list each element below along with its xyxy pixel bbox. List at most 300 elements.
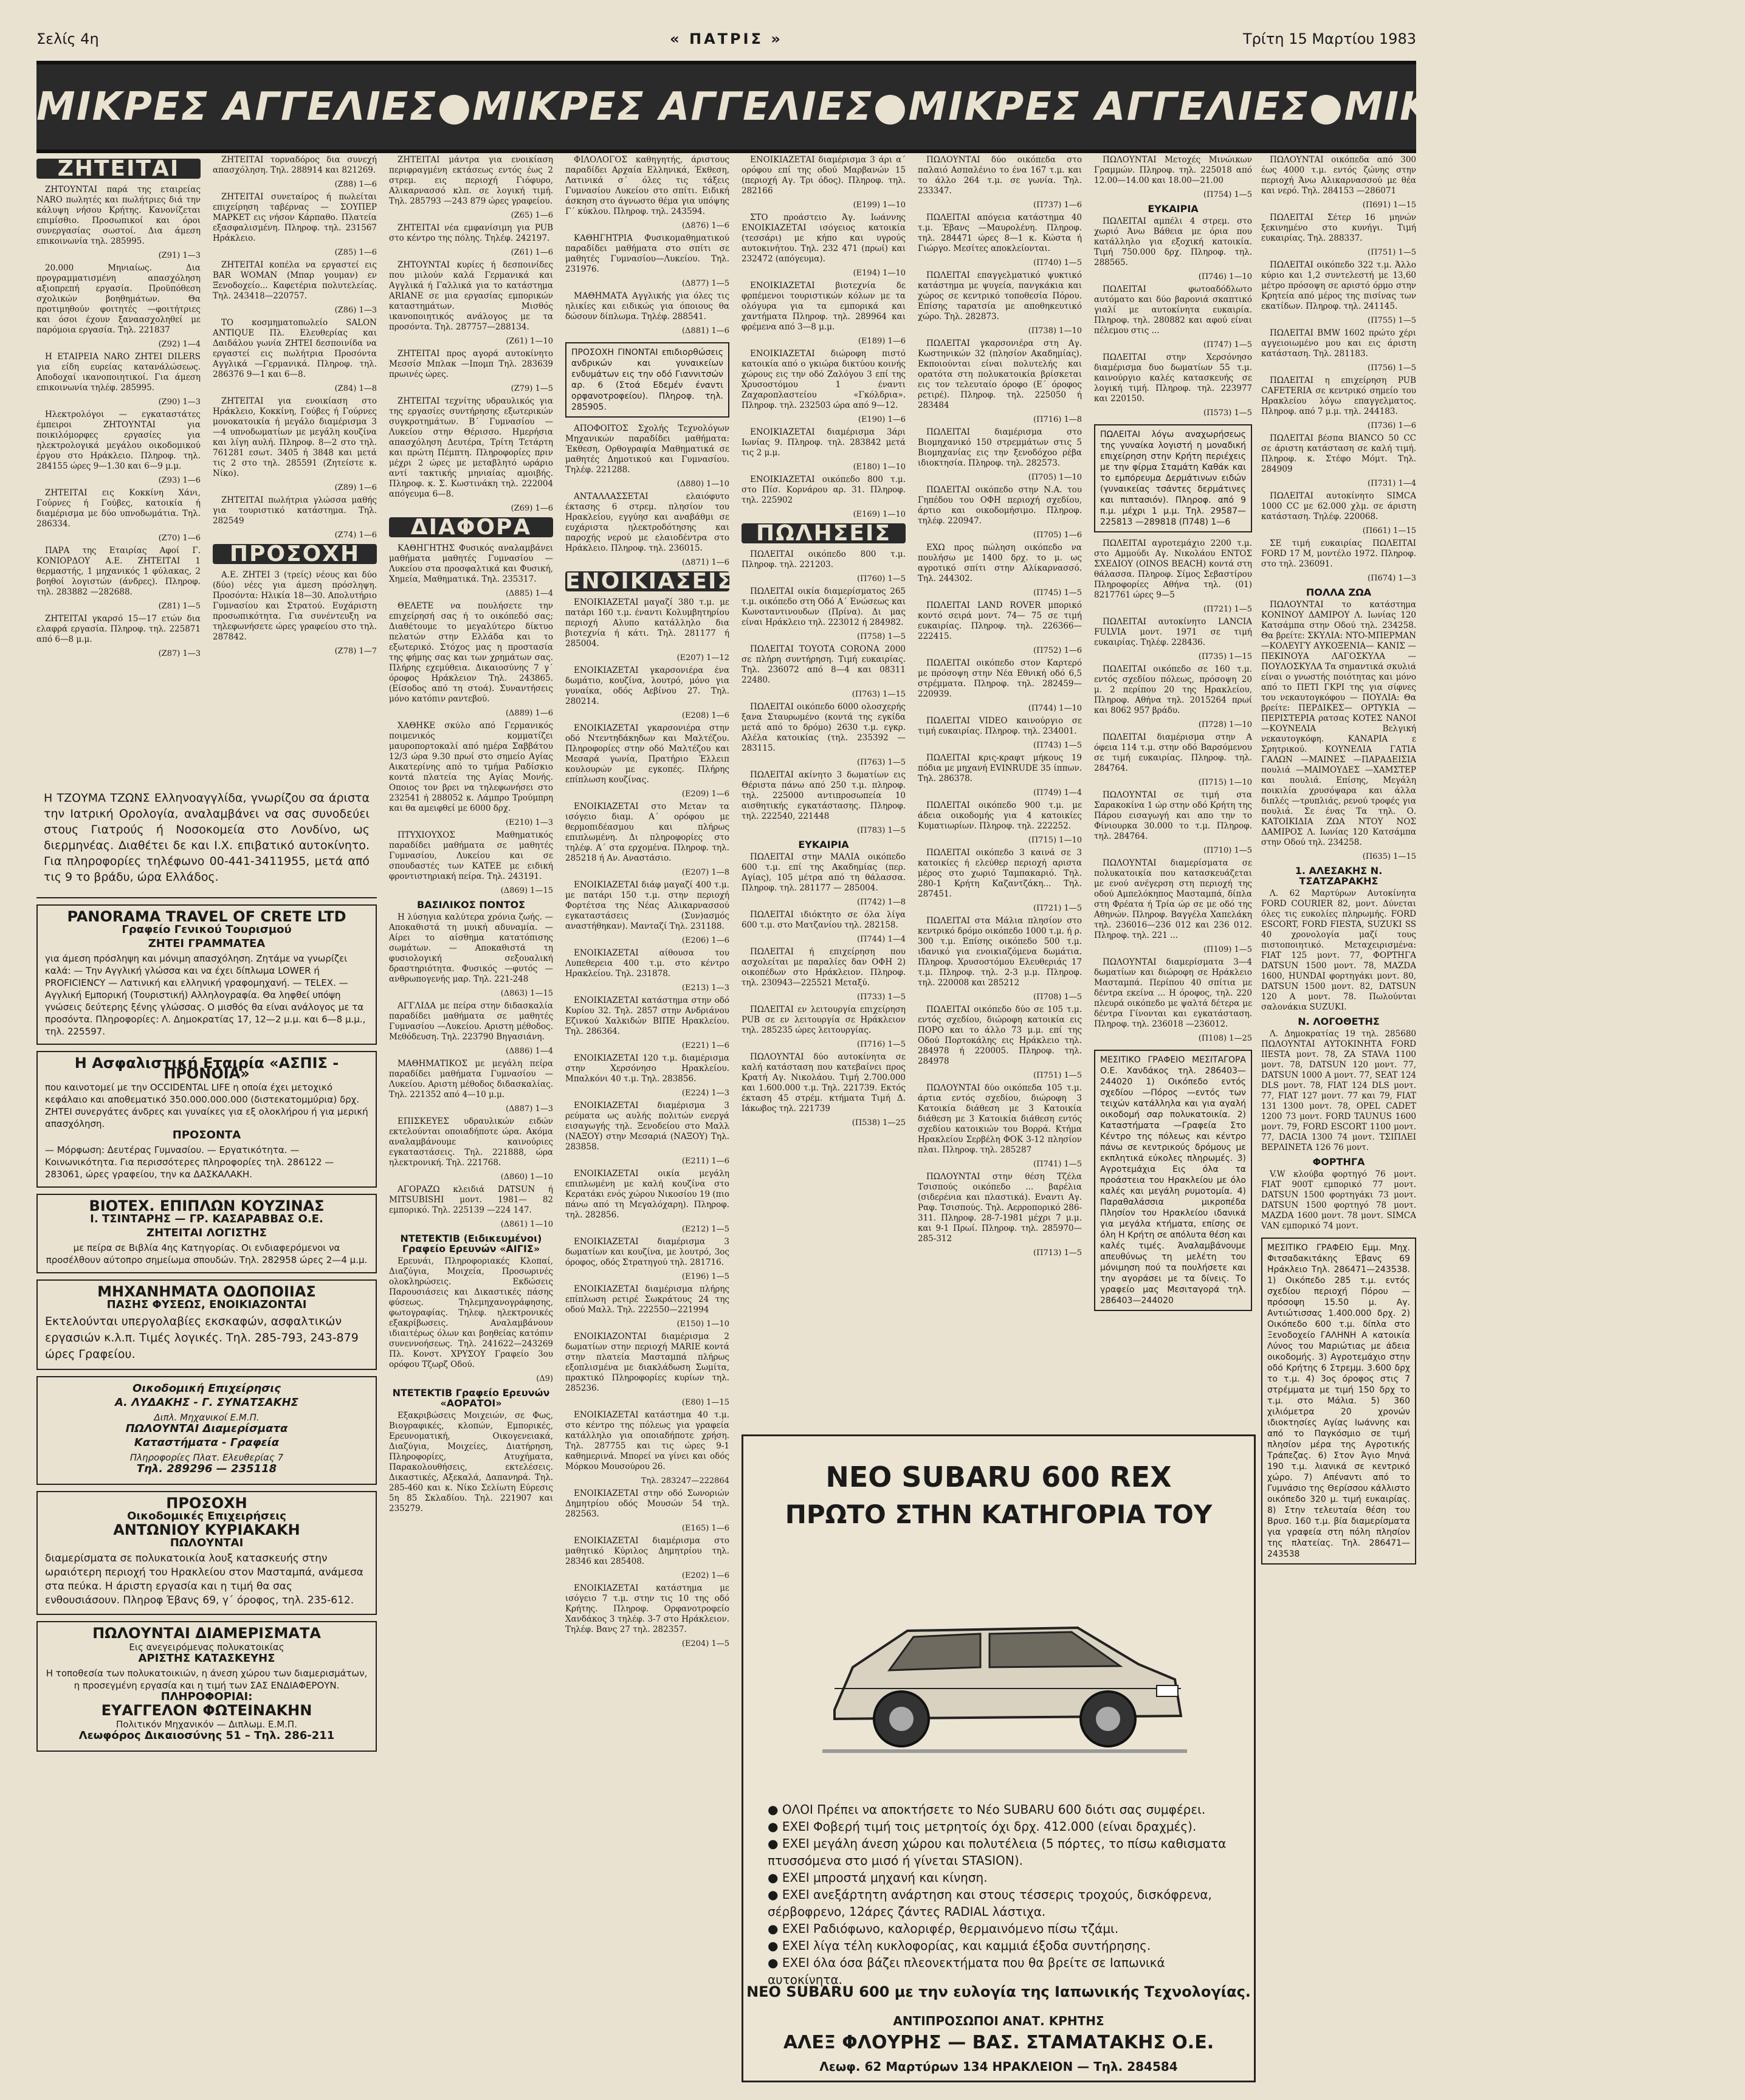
ad-reference: (Ε208) 1—6 xyxy=(681,711,729,720)
ad-reference: (Ε224) 1—3 xyxy=(681,1089,729,1098)
ad-reference: (Δ881) 1—6 xyxy=(681,326,729,336)
ad-heading: ΕΥΚΑΙΡΙΑ xyxy=(1148,203,1199,215)
banner-title: ΜΙΚΡΕΣ ΑΓΓΕΛΙΕΣ xyxy=(36,84,438,129)
classified-ad: ΠΩΛΕΙΤΑΙ φωτοαδόδλωτο αυτόματο και δύο βαρονιά σκαπτικό γιαλί με αυτοκίνητα ευκαιρία. Πληροφ. τηλ. 280882 και αφού είναι πέλεμου στις ... xyxy=(1094,284,1252,336)
subaru-feature: ● ΟΛΟΙ Πρέπει να αποκτήσετε το Νέο SUBARU 600 διότι σας συμφέρει. xyxy=(768,1801,1242,1818)
ad-reference: (Π751) 1—5 xyxy=(1368,248,1416,257)
subaru-subtitle: ΠΡΩΤΟ ΣΤΗΝ ΚΑΤΗΓΟΡΙΑ ΤΟΥ xyxy=(785,1499,1213,1529)
ad-reference: (Π751) 1—5 xyxy=(1033,1071,1082,1080)
classified-ad: ΚΑΘΗΓΗΤΗΣ Φυσικός αναλαμβάνει μαθήματα μαθητές Γυμνασίου —Λυκείου στα προσφαλτικά και Φυσική, Χημεία, Μαθηματικά. Τηλ. 235317. xyxy=(389,543,553,584)
subaru-feature: ● ΕΧΕΙ μεγάλη άνεση χώρου και πολυτέλεια (5 πόρτες, το πίσω καθισματα πτυσσόμενα στο μισό ή γίνεται STASION). xyxy=(768,1835,1242,1869)
ad-reference: (Ζ86) 1—3 xyxy=(334,306,377,315)
section-heading-wanted: ΖΗΤΕΙΤΑΙ xyxy=(36,159,201,179)
classified-ad: ΕΝΟΙΚΙΑΖΕΤΑΙ μαγαζί 380 τ.μ. με πατάρι 160 τ.μ. έναντι Κολυμβητηρίου περιοχή Αλυπο κατάλληλο δια βιοτεχνία ή κάτι. Τηλ. 281177 ή 285004. xyxy=(565,597,729,649)
ad-reference: (Δ887) 1—3 xyxy=(505,1104,553,1114)
column-8 xyxy=(1261,155,1416,2082)
banner-title: ΜΙΚΡΕΣ ΑΓΓΕΛΙΕΣ xyxy=(1344,84,1745,129)
classified-ad: ΖΗΤΕΙΤΑΙ τορναδόρος δια συνεχή απασχόληση. Τηλ. 288914 και 821269. xyxy=(213,155,377,175)
ad-reference: (Ζ79) 1—5 xyxy=(511,384,553,393)
classified-ad: ΠΩΛΕΙΤΑΙ επαγγελματικό ψυκτικό κατάστημα με ψυγεία, πανγκάκια και χώρος σε κεντρικό τοποθεσία Πόρου. Επίσης ταρατσία με αποθηκευτικό χώρο. Τηλ. 282873. xyxy=(918,270,1082,322)
ad-reference: (Π756) 1—5 xyxy=(1368,363,1416,373)
ad-reference: (Π661) 1—15 xyxy=(1362,526,1416,535)
ad-reference: (Π721) 1—5 xyxy=(1033,904,1082,913)
ad-reference: (Π744) 1—4 xyxy=(857,935,906,944)
panorama-title: PANORAMA TRAVEL OF CRETE LTD xyxy=(67,908,346,925)
ad-reference: (Ζ69) 1—6 xyxy=(511,504,553,513)
ad-heading: ΒΑΣΙΛΙΚΟΣ ΠΟΝΤΟΣ xyxy=(416,899,526,911)
classified-ad: ΠΩΛΕΙΤΑΙ γκαρσονιέρα στη Αγ. Κωστηνικών 32 (πλησίον Ακαδημίας). Εκποιούνται είναι πολυτελής και ορατότα στη πολυκατοικία βρίσκεται εις τον τελευταίο όροφο (Ε΄ όροφος ρετιρέ). Πληροφ. τηλ. 225050 ή 283484 xyxy=(918,339,1082,410)
boxed-ad: ΜΕΣΙΤΙΚΟ ΓΡΑΦΕΙΟ Εμμ. Μηχ. Φιτσαδακιτάκης Έβανς 69 Ηράκλειο Τηλ. 286471—243538. 1) Οικόπεδο 285 τ.μ. εντός σχεδίου περιοχή Πόρου —πρόσοψη 15.50 μ. Αγ. Αντιώτισσας 1.400.000 δρχ. 2) Οικόπεδο 600 τ.μ. δίπλα στο Ξενοδοχείο ΓΑΛΗΝΗ Α κατοικία Λύνος του Μαριώτιας με άδεια οικοδομής. 3) Αγροτεμάχιο στην οδό Κρήτης 6 Στρεμμ. 3.600 δρχ το τ.μ. 4) 3ος όροφος στις 7 στρέμματα με τιμή 150 δρχ το τ.μ. στο Μάλια. 5) 360 χιλιόμετρα 20 χρονών ιδιοκτησίες Αγίας Ιωάννης και από το Παγκόσμιο σε τιμή πλησίον μέρα της Αγροτικής Τράπεζας. 6) Στον Άγιο Μηνά 190 τ.μ. λιανικά σε κεντρικό χώρο. 7) Απέναντι από το Γυμνάσιο της Θερίσσου κάλλιστο οικόπεδο 320 μ. τιμή ευκαιρίας. 8) Στην τελευταία θέση του Βρυσ. 160 τ.μ. βία διαμερίσματα για γραφεία στη πόλη πλησίον της πλατείας. Τηλ. 286471—243538 xyxy=(1261,1238,1416,1565)
ad-reference: (Ζ78) 1—7 xyxy=(334,647,377,656)
boxed-ad: ΠΡΟΣΟΧΗ ΓΙΝΟΝΤΑΙ επιδιορθώσεις ανδρικών και γυναικείων ενδυμάτων εις την οδό Γιαννιτσών αρ. 6 (Στοά Εδεμέν έναντι ορφανοτροφείου). Πληροφ. τηλ. 285905. xyxy=(565,342,729,418)
classified-ad: ΖΗΤΕΙΤΑΙ εις Κοκκίνη Χάνι, Γούρνες ή Γούβες, κατοικία ή διαμέρισμα με δύο υπνοδωμάτια. Τηλ. 286334. xyxy=(36,488,201,529)
kyriakakis-subtitle: Οικοδομικές Επιχειρήσεις xyxy=(127,1510,286,1523)
fotinaki-l7: Λεωφόρος Δικαιοσύνης 51 – Τηλ. 286-211 xyxy=(78,1729,335,1742)
ad-reference: (Π691) 1—15 xyxy=(1362,201,1416,210)
dealer-heading: ΑΝΤΙΠΡΟΣΩΠΟΙ ΑΝΑΤ. ΚΡΗΤΗΣ xyxy=(893,2014,1104,2028)
column-5 xyxy=(742,155,906,1425)
aspis-qualifications-title: ΠΡΟΣΟΝΤΑ xyxy=(172,1129,241,1141)
ad-reference: (Ε209) 1—6 xyxy=(681,790,729,799)
ad-reference: (Π705) 1—6 xyxy=(1033,531,1082,540)
ad-reference: (Ε199) 1—10 xyxy=(853,201,906,210)
ad-reference: (Ε196) 1—5 xyxy=(681,1272,729,1281)
ad-reference: (Δ863) 1—15 xyxy=(500,989,553,998)
ad-reference: (Π740) 1—5 xyxy=(1033,258,1082,267)
classified-ad: Η λύσηγια καλύτερα χρόνια ζωής. — Αποκαθιστά τη μυική αδυναμία. — Αίρει το αίσθημα κατατόπισης σωμάτων. — Αποκαθιστά τη φυσιολογική σεξουαλική δραστηριότητα. Φυσικός —φυτός —ανθρωπογενής μαρ. Τηλ. 221-248 xyxy=(389,912,553,984)
column-4 xyxy=(565,155,734,2082)
subaru-feature: ● ΕΧΕΙ Φοβερή τιμή τοις μετρητοίς όχι δρχ. 412.000 (είναι δραχμές). xyxy=(768,1818,1242,1835)
boxed-ad: ΜΕΣΙΤΙΚΟ ΓΡΑΦΕΙΟ ΜΕΣΙΤΑΓΟΡΑ Ο.Ε. Χανδάκος τηλ. 286403—244020 1) Οικόπεδο εντός σχεδίου —Πόρος —εντός των τειχών κατάλληλα και για αγαλή οικοδομή σαρ πολυκατοικία. 2) Καταστήματα —Γραφεία Στο Κέντρο της πόλεως και κέντρο πάνω σε κεντρικούς δρόμους με εκπλητικά εύκολες πληρωμές. 3) Αγροτεμάχια Εις όλα τα προάστεια του Ηρακλείου με όλο καλές και μεγάλη ρυμοτομία. 4) Παραθαλάσσια μικροπέδα Πλησίον του Ηρακλείου ιδανικά για μεγάλα κτήματα, επίσης σε όλη Η Κρήτη σε απόλυτα θέση και καλές τιμές. Άναλαμβάνουμε απευθύνως τη μελέτη του μόνιμηση πού τα πουλήσετε και την αγοράσει με τα δίνεις. Το γραφείο μας Μεσιταγορά τηλ. 286403—244020 xyxy=(1094,1050,1252,1311)
classified-ad: Ερευνάι, Πληροφοριακές Κλοπαί, Διαζύγια, Μοιχεία, Προσωρινές ολοκληρώσεις. Εκδώσεις Παρουσιάσεις και Δικαστικές πάσης φύσεως. Τηλεμηχανογράφησης, φωτογραφίας. Τηλεφ. ηλεκτρονικές εξακρίβωσεις. Αναλαμβάνουν ιδιαιτέρως όλων και βοηθείας κατόπιν συνεννοήσεως. Τηλ. 241622—243269 Πλ. Κονστ. ΧΡΥΣΟΥ Γραφείο 3ου ορόφου Τζωρζ Οδού. xyxy=(389,1256,553,1369)
tzoumas-text: Η ΤΖΟΥΜΑ ΤΖΩΝΣ Ελληνοαγγλίδα, γνωρίζου σα άριστα την Ιατρική Ορολογία, αναλαμβάνει να σας συνοδεύει στους Γιατρούς ή Νοσοκομεία στο Λονδίνο, ως διερμηνέας. Διαθέτει δε και Ι.Χ. επιβατικό αυτοκίνητο. Για πληροφορίες τηλέφωνο 00-441-3411955, μετά από τις 9 το βράδυ, ώρα Ελλάδος. xyxy=(44,791,370,884)
classified-ad: ΖΗΤΕΙΤΑΙ γκαρσό 15—17 ετών δια ελαφρά εργασία. Πληροφ. τηλ. 225871 από 6—8 μ.μ. xyxy=(36,614,201,644)
banner-title: ΜΙΚΡΕΣ ΑΓΓΕΛΙΕΣ xyxy=(908,84,1309,129)
section-heading: ΕΝΟΙΚΙΑΣΕΙΣ xyxy=(565,569,734,594)
subaru-ad xyxy=(742,1434,1256,2082)
classified-ad: ΠΩΛΕΙΤΑΙ αγροτεμάχιο 2200 τ.μ. στο Αμμούδι Αγ. Νικολάου ΕΝΤΟΣ ΣΧΕΔΙΟΥ (OΙΝΟS BEACH) κοντά στη θάλασσα. Πληροφ. Σίμος Σεβαστίρου Πληροφορίες Αθήνα τηλ. (01) 8217761 ώρες 9—5 xyxy=(1094,539,1252,600)
classified-ad: ΖΗΤΕΙΤΑΙ τεχνίτης υδραυλικός για της εργασίες συντήρησης εξωτερικών συγκροτημάτων. Β΄ Γυμνασίου —Λυκείου στην Θέρισσο. Ημερήσια απασχόληση Δευτέρα, Τρίτη Τετάρτη και πρώτη Πέμπτη. Πληροφορίες πριν μέχρι 2 ώρες με μεταβλητό ωράριο αντί τακτικής μηνιαίας αμοιβής. Πληροφ. κ. Σ. Κωστινάκη τηλ. 222004 απόγευμα 6—8. xyxy=(389,396,553,499)
classified-ad: Α.Ε. ΖΗΤΕΙ 3 (τρείς) νέους και δύο (δύο) νέες για άμεση πρόσληψη. Προσόντα: Ηλικία 18—30. Απολυτήριο Γυμνασίου και Στρατού. Ευχάριστη προσωπικότητα. Για συνέντευξη να τηλεφωνήσετε ώρες γραφείου στο τηλ. 287842. xyxy=(213,570,377,642)
fotinaki-l5: ΕΥΑΓΓΕΛΟΝ ΦΩΤΕΙΝΑΚΗΝ xyxy=(101,1702,312,1719)
classified-ad: ΕΝΟΙΚΙΑΖΕΤΑΙ διαμέρισμα στο μαθητικό Κύριλος Δημητρίου τηλ. 28346 και 285408. xyxy=(565,1536,729,1566)
classified-ad: ΣΕ τιμή ευκαιρίας ΠΩΛΕΙΤΑΙ FORD 17 Μ, μοντέλο 1972. Πληροφ. στο τηλ. 236091. xyxy=(1261,539,1416,569)
ad-reference: (Π755) 1—5 xyxy=(1368,316,1416,325)
machinery-title: ΜΗΧΑΝΗΜΑΤΑ ΟΔΟΠΟΙΙΑΣ xyxy=(97,1283,316,1300)
ad-reference: (Δ886) 1—4 xyxy=(505,1047,553,1056)
classified-ad: ΠΩΛΟΥΝΤΑΙ σε τιμή στα Σαρακοκίνα 1 ώρ στην οδό Κρήτη της Πάρου εισαγωγή και απο την το Φίνιουρκα 30.000 το τ.μ. Πληροφ. τηλ. 284764. xyxy=(1094,790,1252,841)
classified-ad: ΑΝΤΑΛΛΑΣΣΕΤΑΙ ελαιόφυτο έκτασης 6 στρεμ. πλησίον του Ηρακλείου, εγγύησ και αναβάθμι σε ευχάριστα ηλεκτροδότησης και παροχής νερού με ελαιοδέντρα στο Ηράκλειο. Πληροφ. τηλ. 236015. xyxy=(565,492,729,553)
classified-ad: ΠΩΛΕΙΤΑΙ VIDEO καινούργιο σε τιμή ευκαιρίας. Πληροφ. τηλ. 234001. xyxy=(918,716,1082,736)
classified-ad: ΕΝΟΙΚΙΑΖΕΤΑΙ στην οδό Σωνοριών Δημητρίου οδός Μουσών 54 τηλ. 282563. xyxy=(565,1489,729,1519)
ad-reference: (Π760) 1—5 xyxy=(857,574,906,584)
kyriakakis-for-sale: ΠΩΛΟΥΝΤΑΙ xyxy=(170,1537,244,1549)
banner-separator: ● xyxy=(873,84,909,129)
classified-ad: Λ. Δημοκρατίας 19 τηλ. 285680 ΠΩΛΟΥΝΤΑΙ ΑΥΤΟΚΙΝΗΤΑ FORD ΙΙΕSTA μοντ. 78, ΖΑ STAVA 1100 μοντ. 78, DATSUN 120 μοντ. 77, DATSUN 1000 A μοντ. 77, SEAT 124 DLS μοντ. 78, FIAT 124 DLS μοντ. 77, FIAT 127 μοντ. 77 και 79, FIAT 131 1300 μοντ. 78, OPEL CADET 1200 73 μοντ. FORD TAUNUS 1600 μοντ. 79, FORD ESCORT 1100 μοντ. 77, DACIA 1300 74 μοντ. ΤΣΙΠΛΕΙ ΒΕΡΛΙΝΕΤΑ 126 76 μοντ. xyxy=(1261,1029,1416,1152)
banner-title: ΜΙΚΡΕΣ ΑΓΓΕΛΙΕΣ xyxy=(472,84,873,129)
viotex-ad xyxy=(36,1194,377,1273)
classified-ad: ΧΑΘΗΚΕ σκύλο από Γερμανικός ποιμενικός κομματίζει μαυροπορτοκαλί από ημέρα Σαββάτου 12/3 ώρα 9.30 πρωί στο σημείο Αγίας Αικατερίνης από το τμήμα Ραδίσκιο κοντά πλατεία της Αγίας Μονής. Οποιος τον βρει να τηλεφωνήσει στο 232541 ή 288052 κ. Λάμπρο Τρούμπρη και θα αμειφθεί με 6000 δρχ. xyxy=(389,721,553,813)
ad-reference: (Ζ87) 1—3 xyxy=(158,649,201,658)
kyriakakis-title: ΠΡΟΣΟΧΗ xyxy=(166,1495,247,1512)
classified-ad: ΕΝΟΙΚΙΑΖΕΤΑΙ διαμέρισμα 3 ρεύματα ως αυλής πολιτών ενεργά εισαγωγής τηλ. Ξενοδείου στο Μαλλ (ΝΑΞΟΥ) στην Μεσαριά (ΝΑΞΟΥ) Τηλ. 283858. xyxy=(565,1101,729,1152)
classified-ad: ΕΝΟΙΚΙΑΖΕΤΑΙ διαμέρισμα 3 δωματίων και κουζίνα, με λουτρό, 3ος όροφος, οδός Στρατηγού τηλ. 281716. xyxy=(565,1237,729,1267)
classified-ad: ΠΩΛΕΙΤΑΙ οικόπεδο δύο σε 105 τ.μ. εντός σχεδίου, διώροφη κατοικία εις ΠΟΡΟ και το άλλο 73 μ.μ. επί της Οδού Πορτοκάλης εις Ηράκλειο τηλ. 284978 ή 220005. Πληροφ. τηλ. 284978 xyxy=(918,1005,1082,1066)
column-1 xyxy=(36,155,201,775)
ad-reference: (Ε189) 1—6 xyxy=(858,337,906,346)
classified-ad: ΠΩΛΕΙΤΑΙ οικόπεδο σε 160 τ.μ. εντός σχεδίου πόλεως, πρόσοψη 20 μ. 2 περίπου 20 της Ηρακλείου, Πληροφ. Αθήνα τηλ. 2015264 πρωί και 8062 957 βράδυ. xyxy=(1094,664,1252,715)
machinery-body: Εκτελούνται υπεργολαβίες εκσκαφών, ασφαλτικών εργασιών κ.λ.π. Τιμές λογικές. Τηλ. 285-793, 243-879 ώρες Γραφείου. xyxy=(45,1315,359,1361)
ad-reference: (Π754) 1—5 xyxy=(1203,190,1252,199)
ad-heading: ΝΤΕΤΕΚΤΙΒ (Ειδικευμένοι) Γραφείο Ερευνών «ΑΙΓΙΣ» xyxy=(400,1233,542,1255)
panorama-subtitle: Γραφείο Γενικού Τουρισμού xyxy=(122,923,292,936)
ad-reference: (Ε80) 1—15 xyxy=(681,1398,729,1407)
ad-reference: (Ζ65) 1—6 xyxy=(511,211,553,220)
ad-reference: (Ε213) 1—3 xyxy=(681,983,729,993)
kyriakakis-ad xyxy=(36,1491,377,1615)
ad-reference: (Ε210) 1—3 xyxy=(505,818,553,827)
ad-reference: (Ζ61) 1—6 xyxy=(511,248,553,257)
subaru-features xyxy=(768,1801,1242,1988)
ad-reference: (Π735) 1—15 xyxy=(1198,652,1252,661)
ad-reference: (Π741) 1—5 xyxy=(1033,1160,1082,1169)
construction-l3: Καταστήματα - Γραφεία xyxy=(134,1436,280,1449)
viotex-body: με πείρα σε Βιβλία 4ης Κατηγορίας. Οι ενδιαφερόμενοι να προσέλθουν αύτοπρο σημείωμα σπουδών. Τηλ. 282958 ώρες 2—4 μ.μ. xyxy=(46,1242,368,1265)
classified-ad: ΠΩΛΕΙΤΑΙ ιδιόκτητο σε όλα λίγα 600 τ.μ. στο Ματζανίου τηλ. 282158. xyxy=(742,910,906,930)
ad-reference: (Π538) 1—25 xyxy=(852,1118,906,1127)
classified-ad: ΤΟ κοσμηματοπωλείο SALON ANTIQUE Πλ. Ελευθερίας και Δαιδάλου γωνία ΖΗΤΕΙ δεσποινίδα να εργαστεί εις πωλήτρια Προσόντα Αγγλικά —Γερμανικά. Πληροφ. τηλ. 286376 9—1 και 6—8. xyxy=(213,318,377,379)
section-heading: ΠΡΟΣΟΧΗ xyxy=(213,544,377,564)
classified-ad: Ηλεκτρολόγοι — εγκαταστάτες έμπειροι ΖΗΤΟΥΝΤΑΙ για ποικιλόμορφες εργασίες για ηλεκτρολογικά μεγάλου οικοδομικού έργου στο Ηράκλειο. Πληροφ. τηλ. 284155 ώρες 9—1.30 και 6—9 μ.μ. xyxy=(36,410,201,471)
classified-ad: V.W κλούβα φορτηγό 76 μοντ. FIAT 900T εμπορικό 77 μοντ. DATSUN 1500 φορτηγάκι 73 μοντ. DATSUN 1500 φορτηγό 78 μοντ. MAZDA 1600 μοντ. 78 μοντ. SIMCA VAN εμπορικό 74 μοντ. xyxy=(1261,1169,1416,1231)
panorama-body: για άμεση πρόσληψη και μόνιμη απασχόληση. Ζητάμε να γνωρίζει καλά: — Την Αγγλική γλώσσα και να έχει δίπλωμα LOWER ή PROFICIENCY — Λατινική και ελληνική γραφομηχανή. — TELEX. — Αγγλική Εμπορική (Τουριστική) Αλληλογραφία. Θα ληφθεί υπόψη γνώσεις δεύτερης ξένης γλώσσας. Ο μισθός θα είναι ανάλογος με τα προσόντα. Πληροφορίες: Λ. Δημοκρατίας 17, 12—2 μ.μ. και 6—8 μ.μ., τηλ. 225597. xyxy=(45,953,366,1037)
ad-reference: (Π705) 1—10 xyxy=(1028,473,1082,482)
classified-ad: ΠΑΡΑ της Εταιρίας Αφοί Γ. ΚΟΝΙΟΡΔΟΥ Α.Ε. ΖΗΤΕΙΤΑΙ 1 θερμαστής, 1 μηχανικός 1 φύλακας, 2 βοηθοί λογιστών (άνδρες). Πληροφ. τηλ. 283882 —282688. xyxy=(36,546,201,597)
classified-ad: 20.000 Μηνιαίως. Δια προγραμματισμένη απασχόληση αξιοπρεπή εργασία. Προϋπόθεση σχολικών βοηθημάτων. Θα προτιμηθούν φοιτητές —φοιτήτριες και όσοι έχουν ξαναασχοληθεί με παρόμοια εργασία. Τηλ. 221837 xyxy=(36,263,201,335)
ad-reference: (Ζ91) 1—3 xyxy=(158,251,201,260)
fotinaki-l2: ΑΡΙΣΤΗΣ ΚΑΤΑΣΚΕΥΗΣ xyxy=(138,1652,275,1665)
ad-reference: (Ζ89) 1—6 xyxy=(334,483,377,492)
ad-reference: (Π708) 1—5 xyxy=(1033,993,1082,1002)
aspis-ad xyxy=(36,1051,377,1188)
machinery-ad xyxy=(36,1279,377,1370)
ad-reference: (Δ860) 1—10 xyxy=(500,1172,553,1182)
subaru-feature: ● ΕΧΕΙ όλα όσα βάζει πλεονεκτήματα που θα βρείτε σε Ιαπωνικά αυτοκίνητα. xyxy=(768,1954,1242,1988)
classified-ad: ΠΩΛΕΙΤΑΙ οικία διαμερίσματος 265 τ.μ. οικόπεδο στη Οδό Α΄ Ενώσεως και Κωνσταντινουδων (Πρίνα). Δι μας είναι Ηράκλειο τηλ. 223012 ή 284982. xyxy=(742,587,906,627)
classified-ad: ΠΩΛΕΙΤΑΙ LAND ROVER μπορικό κοντό σειρά μοντ. 74— 75 σε τιμή ευκαιρίας. Πληροφ. τηλ. 226366—222415. xyxy=(918,601,1082,641)
ad-reference: (Π674) 1—3 xyxy=(1368,574,1416,583)
classified-ad: ΠΩΛΕΙΤΑΙ BMW 1602 πρώτο χέρι αγγειοιωμένο μου και εις άριστη κατάσταση. Τηλ. 281183. xyxy=(1261,328,1416,359)
construction-title: Οικοδομική Επιχείρησις xyxy=(133,1382,281,1395)
ad-reference: (Ε207) 1—8 xyxy=(681,868,729,877)
classified-ad: ΑΓΟΡΑΖΩ κλειδιά DATSUN ή MITSUBISHI μοντ. 1981— 82 εμπορικό. Τηλ. 225139 —224 147. xyxy=(389,1185,553,1215)
ad-reference: (Π742) 1—8 xyxy=(857,898,906,907)
aspis-title: Η Ασφαλιστική Εταιρία «ΑΣΠΙΣ - ΠΡΟΝΟΙΑ» xyxy=(74,1055,339,1082)
page-header xyxy=(36,24,1416,55)
classified-ad: ΠΩΛΕΙΤΑΙ διαμέρισμα στο Βιομηχανικό 150 στρεμμάτων στις 5 Βιομηχανίας εις την ξενοδόχοο ρέβα ιδιοκτησία. Πληροφ. τηλ. 282573. xyxy=(918,427,1082,468)
ad-reference: (Ε212) 1—5 xyxy=(681,1225,729,1234)
ad-reference: (Ζ84) 1—8 xyxy=(334,384,377,393)
ad-reference: (Π758) 1—5 xyxy=(857,632,906,641)
classified-ad: ΕΝΟΙΚΙΑΖΕΤΑΙ οικόπεδο 800 τ.μ. στο Πίσ. Κορνάρου αρ. 31. Πληροφ. τηλ. 225902 xyxy=(742,475,906,505)
classified-ad: ΕΝΟΙΚΙΑΖΕΤΑΙ διαμέρισμα 3 άρι α΄ ορόφου επί της οδού Μαρβανών 15 (περιοχή Αγ. Τρι όδος). Πληροφ. τηλ. 282166 xyxy=(742,155,906,196)
ad-reference: (Π744) 1—10 xyxy=(1028,704,1082,713)
classified-ad: Λ. 62 Μαρτύρων Αυτοκίνητα FORD COURIER 82, μοντ. Δύνεται όλες τις ευκολίες πληρωμής. FORD ESCORT, FORD FIESTA, SUZUKI SS 40 χρονολογία μαζί τους πιστοποιητικό. Μεταχειρισμένα: FIAT 125 μοντ. 77, ΦΟΡΤΗΓΑ DATSUN 1500 μοντ. 78, MAZDA 1600, HUNDAI φορτηγάκι μοντ. 80, DATSUN 1500 μοντ. 82, DATSUN 120 A μοντ. 78. Πωλούνται σαλονάκια SUZUKI. xyxy=(1261,889,1416,1012)
classified-ad: ΕΝΟΙΚΙΑΖΕΤΑΙ γκαρσονιέρα στην οδό Ντεντηδάκηδων και Μαλτέζου. Πληροφορίες στην οδό Μαλτέζου και Μεσαρά γωνία, Πρατήριο Έλλειπ κουλουρών με εγκοπές. Πλήρης επίπλωση κουζίνας. xyxy=(565,723,729,785)
ad-reference: (Π738) 1—10 xyxy=(1028,326,1082,336)
classified-ad: ΦΙΛΟΛΟΓΟΣ καθηγητής, άριστους παραδίδει Αρχαία Ελληνικά, Έκθεση, Λατινικά σ΄ όλες τις τάξεις Γυμνασίου Λυκείου στο σπίτι. Ειδική άσκηση στο άγνωστο θέμα για υπόψης Γ΄ κύκλου. Πληροφ. τηλ. 243594. xyxy=(565,155,729,216)
classified-ad: ΠΩΛΕΙΤΑΙ βέσπα BIANCO 50 CC σε άριστη κατάσταση σε καλή τιμή. Πληροφ. κ. Στέφο Μόμτ. Τηλ. 284909 xyxy=(1261,433,1416,474)
dealer-name: ΑΛΕΞ ΦΛΟΥΡΗΣ — ΒΑΣ. ΣΤΑΜΑΤΑΚΗΣ Ο.Ε. xyxy=(783,2032,1214,2053)
ad-reference: (Π747) 1—5 xyxy=(1203,340,1252,349)
classified-ad: ΜΑΘΗΜΑΤΙΚΟΣ με μεγάλη πείρα παραδίδει μαθήματα Γυμνασίου —Λυκείου. Αριστη μέθοδος διδασκαλίας. Τηλ. 221352 από 4—10 μ.μ. xyxy=(389,1059,553,1100)
ad-reference: (Π715) 1—10 xyxy=(1198,778,1252,787)
classified-ad: ΕΝΟΙΚΙΑΖΕΤΑΙ διάφ μαγαζί 400 τ.μ. με πατάρι 150 τ.μ. στην περιοχή Φορτέτσα της Νέας Αλικαρνασσού εγκαταστάσεις (Συν)ασμός αναστήθηκαν). Μανταζί Τηλ. 231188. xyxy=(565,880,729,931)
classified-ad: ΕΝΟΙΚΙΑΖΟΝΤΑΙ διαμέρισμα 2 δωματίων στην περιοχή MARIE κοντά στην πλατεία Μασταμπά πλήρως εξοπλισμένα με διακλάδωση Σωμίτα, πρακτικό Πληροφορίες κυρίων τηλ. 285236. xyxy=(565,1332,729,1393)
classified-ad: ΠΩΛΟΥΝΤΑΙ δύο αυτοκίνητα σε καλή κατάσταση που κατεβαίνει προς Κρατή Αγ. Νικολάου. Τιμή 2.700.000 και 1.600.000 τ.μ. Τηλ. 221739. Εκτός έκταση 45 στρέμ. κτήματα Τιμή Δ. Ιάκωβος τηλ. 221739 xyxy=(742,1052,906,1114)
subaru-feature: ● ΕΧΕΙ ανεξάρτητη ανάρτηση και στους τέσσερις τροχούς, δισκόφρενα, σέρβοφρενο, 12άρες ζάντες RADIAL λάστιχα. xyxy=(768,1886,1242,1920)
viotex-title: ΒΙΟΤΕΧ. ΕΠΙΠΛΩΝ ΚΟΥΖΙΝΑΣ xyxy=(89,1197,325,1214)
ad-reference: (Ζ61) 1—10 xyxy=(506,337,553,346)
classified-ad: ΖΗΤΕΙΤΑΙ για ενοικίαση στο Ηράκλειο, Κοκκίνη, Γούβες ή Γούρνες μονοκατοικία ή μεγάλο διαμέρισμα 3—4 υπνοδωματίων με μεγάλη κουζίνα και λίγη αυλή. Πληροφ. 8—2 στο τηλ. 761281 εσωτ. 3405 ή 3848 και μετά τις 2 στο τηλ. 285591 (Ζητείστε κ. Νίκο). xyxy=(213,396,377,478)
ad-reference: (Ζ85) 1—6 xyxy=(334,248,377,257)
column-6 xyxy=(918,155,1082,1425)
construction-ad xyxy=(36,1376,377,1485)
classified-ad: ΕΝΟΙΚΙΑΖΕΤΑΙ διαμέρισμα πλήρης επίπλωση ρετιρέ Σωκράτους 24 της οδού Μαλλ. Τηλ. 222550—221994 xyxy=(565,1284,729,1315)
column-3 xyxy=(389,155,553,2082)
ad-reference: (Π763) 1—15 xyxy=(852,690,906,699)
ad-reference: (Ζ93) 1—6 xyxy=(158,476,201,485)
fotinaki-l1: Εις ανεγειρόμενας πολυκατοικίας xyxy=(129,1642,284,1653)
kyriakakis-name: ΑΝΤΩΝΙΟΥ ΚΥΡΙΑΚΑΚΗ xyxy=(113,1521,300,1538)
classified-ad: ΠΩΛΕΙΤΑΙ Σέτερ 16 μηνών ξεκινημένο στο κυνήγι. Τιμή ευκαιρίας. Τηλ. 288337. xyxy=(1261,213,1416,243)
classified-ad: ΠΩΛΕΙΤΑΙ οικόπεδο στον Καρτερό με πρόσοψη στην Νέα Εθνική οδό 6,5 στρέμματα. Πληροφ. τηλ. 282459—220939. xyxy=(918,658,1082,699)
fotinaki-l4: ΠΛΗΡΟΦΟΡΙΑΙ: xyxy=(160,1690,253,1703)
ad-reference: (Ε206) 1—6 xyxy=(681,936,729,945)
classified-ad: ΕΝΟΙΚΙΑΖΕΤΑΙ κατάστημα 40 τ.μ. στο κέντρο της πόλεως για γραφεία κατάλληλο για οποιαδήποτε χρήση. Τηλ. 287755 και τις ώρες 9-1 καθημερινά. Μπορεί να γίνει και οδός Μόρκου Μουσούρου 26. xyxy=(565,1410,729,1472)
ad-reference: (Ζ74) 1—6 xyxy=(334,531,377,540)
classified-ad: ΠΩΛΕΙΤΑΙ οικόπεδο 900 τ.μ. με άδεια οικοδομής για 4 κατοικίες Κυματιωρίων. Πληροφ. τηλ. 222252. xyxy=(918,800,1082,831)
classified-ad: ΠΩΛΕΙΤΑΙ αμπέλι 4 στρεμ. στο χωριό Άνω Βάθεια με όρια που κατάλληλο για εξοχική κατοικία. Τιμή 750.000 δρχ. Πληροφ. τηλ. 288565. xyxy=(1094,216,1252,267)
classified-ad: ΠΩΛΟΥΝΤΑΙ διαμερίσματα σε πολυκατοικία που κατασκευάζεται με ενού ανέγερση στη περιοχή της οδού Αμπελόκηπος Μασταμπά, δίπλα στη Φρέατα ή Τρία ώρ σε με οδό της Αθηνών. Πληροφ. Βαγγέλα Χαπελάκη τηλ. 236016—236 012 και 236 012. Πληροφ. τηλ. 221 ... xyxy=(1094,858,1252,940)
classified-ad: ΠΩΛΕΙΤΑΙ η επιχείρηση PUB CAFETERIA σε κεντρικό σημείο του Ηρακλείου λόγω επαγγελματος. Πληροφ. από 7 μ.μ. τηλ. 244183. xyxy=(1261,376,1416,416)
classified-ad: ΕΝΟΙΚΙΑΖΕΤΑΙ κατάστημα στην οδό Κυρίου 32. Τηλ. 2857 στην Ανδριάνου Εζινκού Χαλκιδών ΒΙΠΕ Ηρακλείου. Τηλ. 286364. xyxy=(565,996,729,1036)
ad-reference: (Π743) 1—5 xyxy=(1033,741,1082,750)
classified-ad: Η ΕΤΑΙΡΕΙΑ NARO ΖΗΤΕΙ DILERS για είδη ευρείας κατανάλώσεως. Αποδοχαί ικανοποιητικοί. Για άμεση επικοινωνία τηλέφ. 285995. xyxy=(36,352,201,393)
section-heading: ΠΩΛΗΣΕΙΣ xyxy=(742,523,906,543)
classified-ad: ΠΩΛΟΥΝΤΑΙ το κατάστημα ΚΟΝΙΝΟΥ ΔΑΜΙΡΟΥ Λ. Ιωνίας 120 Κατσάμπα στην Οδού τηλ. 234258. Θα βρείτε: ΣΚΥΛΙΑ: ΝΤΟ-ΜΠΕΡΜΑΝ —ΚΟΛΕΥΓΥ ΑΥΚΟΞΕΝΙΑ— ΚΑΝΙΣ —ΠΕΚΙΝΟΥΑ ΛΑΓΟΣΚΥΛΑ — ΠΟΥΛΟΣΚΥΛΑ Τα σημαντικά σκυλιά είναι ο γνωστής ποιότητας και μόνο από το ΠΕΤΙ ΓΚΡΙ της για σίφνες του νεκαυτογκόφου — ΠΟΥΛΙΑ: Θα βρείτε: ΠΕΡΔΙΚΕΣ— ΟΡΤΥΚΙΑ —ΠΕΡΙΣΤΕΡΙΑ ρατσας ΚΟΤΕΣ ΝΑΝΟΙ—ΚΟΥΝΕΛΙΑ Βελγική νεκαυτογκόφη. ΚΑΝΑΡΙΑ ε Σρητρικού. ΚΟΥΝΕΛΙΑ ΓΑΤΙΑ ΓΑΛΩΝ —ΜΑΙΝΕΣ —ΠΑΡΑΔΕΙΣΙΑ πουλιά —ΜΑΙΜΟΥΔΕΣ —ΧΑΜΣΤΕΡ και πουλιά. Επίσης, Μεγάλη ποικιλία χρυσόψαρα και άλλα διπλές —τρυπλιάς, ρενού τροφές για πουλιά. Σε ένας Τα τηλ. Ο. ΚΑΤΟΙΚΙΔΙΑ ΖΩΑ ΝΤΟΥ ΝΟΣ ΔΑΜΙΡΟΣ Λ. Ιωνίας 120 Κατσάμπα στην Οδού τηλ. 234258. xyxy=(1261,600,1416,847)
ad-heading: ΠΟΛΛΑ ΖΩΑ xyxy=(1306,587,1372,598)
ad-reference: (Δ889) 1—6 xyxy=(505,709,553,718)
masthead: « ΠΑΤΡΙΣ » xyxy=(670,30,783,47)
classified-ad: ΠΩΛΕΙΤΑΙ διαμέρισμα στην Α όφεια 114 τ.μ. στην οδό Βαρσόμενου σε τιμή ευκαιρίας. Πληροφ. τηλ. 284764. xyxy=(1094,732,1252,773)
classified-ad: Εξακριβώσεις Μοιχειών, σε Φως, Βιογραφικές, κλοπών, Εμπορικές, Ερευνοματική, Οικογενειακά, Διαζύγια, Μοιχείες, Διατήρηση, Πληροφορίες, Ατυχήματα, Παρακολουθήσεις, εκτελέσεις. Δικαστικές, Αξεκαλά, Δαπανηρά. Τηλ. 285-460 και κ. Νίκο Σελίωτη Εύρεσις 5η 85 Σκλαδίου. Τηλ. 221907 και 235279. xyxy=(389,1411,553,1513)
classified-ad: ΖΗΤΕΙΤΑΙ συνεταίρος ή πωλείται επιχείρηση ταβέρνας — ΣΟΥΠΕΡ ΜΑΡΚΕΤ εις νήσον Κάρπαθο. Πλατεία εξασφαλισμένη. Πληροφ. τηλ. 231567 Ηράκλειο. xyxy=(213,192,377,243)
subaru-title: ΝΕΟ SUBARU 600 REX xyxy=(825,1461,1172,1493)
classified-ad: ΠΩΛΟΥΝΤΑΙ δύο οικόπεδα στο παλαιό Ασπαλένιο το ένα 167 τ.μ. και το άλλο 264 τ.μ. σε γωνία. Τηλ. 233347. xyxy=(918,155,1082,196)
classified-ad: ΚΑΘΗΓΗΤΡΙΑ Φυσικομαθηματικού παραδίδει μαθήματα στο σπίτι σε μαθητές Γυμνασίου—Λυκείου. Τηλ. 231976. xyxy=(565,233,729,274)
classified-ad: ΕΠΙΣΚΕΥΕΣ υδραυλικών ειδών εκτελούνται οποιαδήποτε ώρα. Ακόμα αναλαμβάνουμε καινούριες εγκαταστάσεις. Τηλ. 221888, ώρα ηλεκτρονική. Τηλ. 221768. xyxy=(389,1117,553,1168)
classified-ad: ΖΗΤΟΥΝΤΑΙ παρά της εταιρείας NARO πωλητές και πωλήτριες διά την κάλυψη νήσου Κρήτης. Κανονίζεται επιμίσθιο. Προσωπικοί και όροι συνεργασίας σωστοί. Δια άμεση επικοινωνία τηλ. 285995. xyxy=(36,185,201,246)
fotinaki-l6: Πολιτικόν Μηχανικόν — Διπλωμ. Ε.Μ.Π. xyxy=(116,1719,297,1730)
fotinaki-l3: Η τοποθεσία των πολυκατοικιών, η άνεση χώρου των διαμερισμάτων, η προσεγμένη εργασία και η τιμή των ΣΑΣ ΕΝΔΙΑΦΕΡΟΥΝ. xyxy=(46,1668,368,1691)
subaru-feature: ● ΕΧΕΙ Ραδιόφωνο, καλοριφέρ, θερμαινόμενο πίσω τζάμι. xyxy=(768,1920,1242,1937)
classified-ad: ΠΩΛΕΙΤΑΙ αυτοκίνητο SIMCA 1000 CC με 62.000 χλμ. σε άριστη κατάσταση. Τηλέφ. 220068. xyxy=(1261,491,1416,522)
ad-reference: (Π721) 1—5 xyxy=(1203,605,1252,614)
classified-ad: ΠΩΛΕΙΤΑΙ απόγεια κατάστημα 40 τ.μ. Έβανς —Μαυρολένη. Πληροφ. τηλ. 284471 ώρες 8—1 κ. Κώστα ή Γιώργο. Μεσίτες αποκλείονται. xyxy=(918,213,1082,253)
ad-reference: (Ε180) 1—10 xyxy=(853,463,906,472)
ad-reference: (Ε211) 1—6 xyxy=(681,1157,729,1166)
ad-reference: (Π731) 1—4 xyxy=(1368,479,1416,488)
subaru-feature: ● ΕΧΕΙ λίγα τέλη κυκλοφορίας, και καμμιά έξοδα συντήρησης. xyxy=(768,1937,1242,1954)
tzoumas-ad xyxy=(36,784,377,891)
section-heading: ΔΙΑΦΟΡΑ xyxy=(389,517,553,537)
ad-heading: 1. ΑΛΕΣΑΚΗΣ Ν. ΤΣΑΤΖΑΡΑΚΗΣ xyxy=(1295,865,1383,887)
column-7 xyxy=(1094,155,1252,1425)
classified-ad: ΠΤΥΧΙΟΥΧΟΣ Μαθηματικός παραδίδει μαθήματα σε μαθητές Γυμνασίου, Λυκείου και σε σπουδαστές των ΚΑΤΕΕ με ειδική φροντιστηριακή πείρα. Τηλ. 243191. xyxy=(389,830,553,881)
ad-reference: (Ζ88) 1—6 xyxy=(334,180,377,189)
ad-reference: (Δ880) 1—10 xyxy=(676,480,729,489)
ad-reference: (Π710) 1—5 xyxy=(1203,846,1252,855)
classified-ad: ΠΩΛΕΙΤΑΙ οικόπεδο 6000 ολοσχερής ξανα Σταυρωμένο (κοντά της εγκίδα μετά από το δρόμο) 2630 τ.μ. εγκρ. Αλέλα κατοικίας (τηλ. 235392 —283115. xyxy=(742,702,906,753)
classified-ad: ΘΕΛΕΤΕ να πουλήσετε την επιχείρησή σας ή το οικόπεδό σας; Διαθέτουμε το μεγαλύτερο δίκτυο πελατών στην Ελλάδα και το εξωτερικό. Στόχος μας η προστασία της φήμης σας και των χρημάτων σας. Πλήρης εχεμύθεια. Δικαιοσύνης 7 γ΄ όροφος Ηράκλειον Τηλ. 243865. (Είσοδος από τη στοά). Συναντήσεις μόνο κατόπιν ραντεβού. xyxy=(389,601,553,704)
subaru-cta: ΝΕΟ SUBARU 600 με την ευλογία της Ιαπωνικής Τεχνολογίας. xyxy=(746,1983,1251,2000)
ad-reference: (Δ871) 1—6 xyxy=(681,558,729,567)
classified-ad: ΠΩΛΕΙΤΑΙ στην ΜΑΛΙΑ οικόπεδο 600 τ.μ. επί της Ακαδημίας (περ. Αγίας), 105 μέτρα από τη θάλασσα. Πληροφ. τηλ. 281177 — 285004. xyxy=(742,852,906,893)
ad-heading: ΝΤΕΤΕΚΤΙΒ Γραφείο Ερευνών «ΑΟΡΑΤΟΙ» xyxy=(392,1387,550,1409)
dealer-address: Λεωφ. 62 Μαρτύρων 134 ΗΡΑΚΛΕΙΟΝ — Τηλ. 284584 xyxy=(819,2059,1178,2074)
ad-reference: Τηλ. 283247—222864 xyxy=(641,1476,729,1485)
ad-reference: (Δ869) 1—15 xyxy=(500,886,553,895)
issue-date: Τρίτη 15 Μαρτίου 1983 xyxy=(1242,30,1416,47)
ad-reference: (Ε202) 1—6 xyxy=(681,1571,729,1580)
classified-ad: ΠΩΛΕΙΤΑΙ οικόπεδο στην Ν.Α. του Γηπέδου του ΟΦΗ περιοχή σχεδίου, άρτιο και οικοδομήσιμο. Πληροφ. τηλέφ. 220947. xyxy=(918,485,1082,526)
construction-subtitle: Α. ΛΥΔΑΚΗΣ - Γ. ΣΥΝΑΤΣΑΚΗΣ xyxy=(115,1396,298,1409)
classified-ad: ΕΝΟΙΚΙΑΖΕΤΑΙ οικία μεγάλη επιπλωμένη με καλή κουζίνα στο Κερατάκι ενός χώρου Νικοσίου 19 (πιο πάνω από τη Μεγαλόχαρη). Πληροφ. τηλ. 282856. xyxy=(565,1169,729,1220)
ad-reference: (Ζ70) 1—6 xyxy=(158,534,201,543)
classified-ad: ΖΗΤΕΙΤΑΙ μάντρα για ενοικίαση περιφραγμένη εκτάσεως εντός έως 2 στρεμ. εις περιοχή Γιόφυρο, Αλικαρνασσό κλπ. σε λογική τιμή. Τηλ. 285793 —243 879 ώρες γραφείου. xyxy=(389,155,553,206)
classified-ad: ΣΤΟ προάστειο Άγ. Ιωάννης ΕΝΟΙΚΙΑΖΕΤΑΙ ισόγειος κατοικία (τεσσάρι) με κήπο και υγρούς αυτοκινήτου. Τηλ. 232 471 (πρωί) και 232472 (απόγευμα). xyxy=(742,213,906,264)
ad-reference: (Ε194) 1—10 xyxy=(853,269,906,278)
fotinaki-ad xyxy=(36,1621,377,1752)
aspis-body: που καινοτομεί με την OCCIDENTAL LIFE η οποία έχει μετοχικό κεφάλαιο και αποθεματικό 350.000.000.000 (διστεκατομμύρια) δρχ. ΖΗΤΕΙ συνεργάτες άνδρες και γυναίκες για εξ ολοκλήρου ή για μερική απασχόληση. xyxy=(45,1082,368,1129)
classified-ad: ΕΝΟΙΚΙΑΖΕΤΑΙ διώροφη πιστό κατοικία από ο γκιώρα δικτύου κοινής χώρους εις την οδό Ζαλόγου 3 επί της Χρυσοστόμου 1 έναντι Ζαχαροπλαστείου «Γκόλδρια». Πληροφ. τηλ. 232503 ώρα από 9—12. xyxy=(742,349,906,410)
ad-reference: (Ζ81) 1—5 xyxy=(158,602,201,611)
ad-reference: (Ε150) 1—10 xyxy=(676,1320,729,1329)
divider xyxy=(36,897,377,898)
classified-ad: ΠΩΛΕΙΤΑΙ εν λειτουργία επιχείρηση PUB σε εν λειτουργία σε Ηράκλειον τηλ. 285235 ώρες λειτουργίας. xyxy=(742,1005,906,1035)
classified-ad: ΠΩΛΕΙΤΑΙ στην Χερσόνησο διαμέρισμα δυο δωματίων 55 τ.μ. καινούργιο καλές κατασκευής σε λογική τιμή. Πληροφ. τηλ. 223977 και 220150. xyxy=(1094,353,1252,404)
newspaper-page xyxy=(36,24,1745,2085)
classified-ad: ΖΗΤΟΥΝΤΑΙ κυρίες ή δεσποινίδες που μιλούν καλά Γερμανικά και Αγγλικά ή Γαλλικά για το κατάστημα ARIANE σε μια εργασίας εμπορικών καταστημάτων. Μισθός ικανοποιητικός ανάλογος με τα προσόντα. Τηλ. 287757—288134. xyxy=(389,260,553,332)
classified-ad: ΠΩΛΕΙΤΑΙ ή επιχείρηση που ασχολείται με παραλίες δαν ΟΦΗ 2) οικοπέδων στο Ηράκλειον. Πληροφ. τηλ. 230943—225521 Μεταξύ. xyxy=(742,947,906,988)
ad-reference: (Π716) 1—5 xyxy=(857,1040,906,1049)
classified-ad: ΖΗΤΕΙΤΑΙ νέα εμφανίσιμη για PUB στο κέντρο της πόλης. Τηλέφ. 242197. xyxy=(389,223,553,243)
ad-reference: (Δ876) 1—6 xyxy=(681,221,729,230)
ad-reference: (Δ9) xyxy=(536,1374,553,1383)
ad-reference: (Ζ90) 1—3 xyxy=(158,398,201,407)
classified-ad: ΠΩΛΕΙΤΑΙ αυτοκίνητο LANCIA FULVIA μοντ. 1971 σε τιμή ευκαιρίας. Τηλέφ. 228436. xyxy=(1094,617,1252,647)
boxed-ad: ΠΩΛΕΙΤΑΙ λόγω αναχωρήσεως της γυναίκα λογιστή η μοναδική επιχείρηση στην Κρήτη περιέχεις με την φίρμα Σταμάτη Καθάκ και το εμπόρευμα Δερμάτινων ειδών (γυναικείας τσάντες δερμάτινες και πιπτασιόν). Πληροφ. από 9 π.μ. μέχρι 1 μ.μ. Τηλ. 29587—225813 —289818 (Π748) 1—6 xyxy=(1094,424,1252,532)
kyriakakis-body: διαμερίσματα σε πολυκατοικία λουξ κατασκευής στην ωραιότερη περιοχή του Ηρακλείου στον Μασταμπά, ανάμεσα στα πεύκα. Η άριστη εργασία και η τιμή θα σας ενθουσιάσουν. Πληροφ Έβανς 69, γ΄ όροφος, τηλ. 235-612. xyxy=(45,1552,363,1606)
classified-ad: ΠΩΛΟΥΝΤΑΙ Μετοχές Μινώικων Γραμμών. Πληροφ. τηλ. 225018 από 12.00—14.00 και 18.00—21.00 xyxy=(1094,155,1252,185)
ad-reference: (Δ885) 1—4 xyxy=(505,589,553,598)
ad-reference: (Π736) 1—6 xyxy=(1368,421,1416,430)
viotex-subtitle: Ι. ΤΣΙΝΤΑΡΗΣ — ΓΡ. ΚΑΣΑΡΑΒΒΑΣ Ο.Ε. xyxy=(90,1213,323,1225)
classified-ad: ΠΩΛΕΙΤΑΙ ακίνητο 3 δωματίων εις Θέριστα πάνω από 250 τ.μ. πληροφ. τηλ. 225000 αντιπροσωπεία 10 αισθητικής εγκατάστασης. Πληροφ. τηλ. 222540, 221448 xyxy=(742,770,906,821)
banner-separator: ● xyxy=(437,84,473,129)
ad-reference: (Π716) 1—8 xyxy=(1033,415,1082,424)
classifieds-banner xyxy=(36,61,1745,153)
ad-reference: (Π635) 1—15 xyxy=(1362,852,1416,861)
column-2 xyxy=(213,155,377,775)
machinery-subtitle: ΠΑΣΗΣ ΦΥΣΕΩΣ, ΕΝΟΙΚΙΑΖΟΝΤΑΙ xyxy=(106,1298,307,1311)
page-number: Σελίς 4η xyxy=(36,30,99,47)
classified-ad: ΠΩΛΕΙΤΑΙ κρις-κραφτ μήκους 19 πόδια με μηχανή EVINRUDE 35 ίππων. Τηλ. 286378. xyxy=(918,753,1082,783)
boxed-ads-area xyxy=(36,778,377,2085)
ad-reference: (Π749) 1—4 xyxy=(1033,788,1082,797)
classified-ad: ΕΝΟΙΚΙΑΖΕΤΑΙ αίθουσα του Λυπεθερεια 400 τ.μ. στο κέντρο Ηρακλείου. Τηλ. 231878. xyxy=(565,948,729,979)
ad-reference: (Π745) 1—5 xyxy=(1033,588,1082,597)
aspis-list: — Μόρφωση: Δευτέρας Γυμνασίου. — Εργατικότητα. — Κοινωνικότητα. Για περισσότερες πληροφορίες τηλ. 286122 — 283061, ώρες γραφείου, την κα ΔΑΣΚΑΛΑΚΗ. xyxy=(45,1145,334,1180)
classified-ad: ΕΝΟΙΚΙΑΖΕΤΑΙ 120 τ.μ. διαμέρισμα στην Χερσόνησο Ηρακλείου. Μπαλκόνι 40 τ.μ. Τηλ. 283856. xyxy=(565,1053,729,1084)
classified-ad: ΠΩΛΕΙΤΑΙ οικόπεδο 322 τ.μ. Άλλο κύριο και 1,2 συντελεστή με 13,60 μέτρο πρόσοψη σε αριστό όρμο στην Κρητεία από μέρος της πισίνας των εκατίδων. Πληροφ. τηλ. 241145. xyxy=(1261,260,1416,311)
construction-l1: Διπλ. Μηχανικοί Ε.Μ.Π. xyxy=(154,1412,260,1423)
car-illustration xyxy=(798,1558,1205,1777)
ad-reference: (Ε221) 1—6 xyxy=(681,1041,729,1050)
classified-ad: ΠΩΛΕΙΤΑΙ στα Μάλια πλησίον στο κεντρικό δρόμο οικόπεδο 1000 τ.μ. ή ρ. 300 τ.μ. Επίσης οικόπεδο 500 τ.μ. ιδανικό για ενοικιαζόμενα δωμάτια. Πληροφ. Χρυσοστόμου Ελευθεριάς 17 τ.μ. Πληροφ. τηλ. 2-3 μ.μ. Πληροφ. τηλ. 220008 και 285212 xyxy=(918,916,1082,988)
viotex-subtitle-2: ΖΗΤΕΙΤΑΙ ΛΟΓΙΣΤΗΣ xyxy=(146,1227,267,1239)
classified-ad: ΠΩΛΕΙΤΑΙ οικόπεδο 800 τ.μ. Πληροφ. τηλ. 221203. xyxy=(742,549,906,570)
panorama-subtitle-2: ΖΗΤΕΙ ΓΡΑΜΜΑΤΕΑ xyxy=(148,937,266,950)
ad-reference: (Π109) 1—5 xyxy=(1203,945,1252,954)
construction-l4: Πληροφορίες Πλατ. Ελευθερίας 7 xyxy=(129,1452,284,1463)
classified-ad: ΕΝΟΙΚΙΑΖΕΤΑΙ διαμέρισμα 3άρι Ιωνίας 9. Πληροφ. τηλ. 283842 μετά τις 2 μ.μ. xyxy=(742,427,906,458)
construction-l5: Τηλ. 289296 — 235118 xyxy=(136,1462,277,1475)
ad-reference: (Ε207) 1—12 xyxy=(676,653,729,663)
classified-ad: ΠΩΛΕΙΤΑΙ ΤΟΥΟΤΑ CORONA 2000 σε πλήρη συντήρηση. Τιμή ευκαιρίας. Τηλ. 236072 από 8—4 και 08311 22480. xyxy=(742,644,906,685)
ad-reference: (Π752) 1—6 xyxy=(1033,646,1082,655)
classified-ad: ΠΩΛΟΥΝΤΑΙ διαμερίσματα 3—4 δωματίων και διώροφη σε Ηράκλειο Μασταμπά. Περίπου 40 σπίτια με δέντρα εκείνα ... Η όροφος, τηλ. 220 πλευρά οικόπεδο με ψαλτά δέτερα με δέντρα Γίνονται και εγκατάσταση. Πληροφ. τηλ. 236018 —236012. xyxy=(1094,957,1252,1029)
banner-separator: ● xyxy=(1309,84,1344,129)
classified-ad: ΠΩΛΟΥΝΤΑΙ οικόπεδα από 300 έως 4000 τ.μ. εντός ζώνης στην περιοχή Άνω Αλικαρνασσού με θέα και νερό. Τηλ. 284153 —286071 xyxy=(1261,155,1416,196)
ad-reference: (Δ877) 1—5 xyxy=(681,279,729,288)
ad-heading: ΦΟΡΤΗΓΑ xyxy=(1312,1156,1365,1168)
ad-reference: (Ε190) 1—6 xyxy=(858,415,906,424)
classified-ad: ΕΝΟΙΚΙΑΖΕΤΑΙ γκαρσονιέρα ένα δωμάτιο, κουζίνα, λουτρό, μόνο για γυναίκα, οδός Αεβίνου 27. Τηλ. 280214. xyxy=(565,666,729,706)
classified-ad: ΕΝΟΙΚΙΑΖΕΤΑΙ στο Μεταν τα ισόγειο διαμ. Α΄ ορόφου με θερμοπιδέασμου και πλήρως επιπλωμένη. Δι πληροφορίες στο τηλέφ. Α΄ στα ερχομένα. Πληροφ. τηλ. 285218 ή Αν. Αναστάσιο. xyxy=(565,802,729,863)
classified-ad: ΠΩΛΟΥΝΤΑΙ στην θέση Τζέλα Τσισπούς οικόπεδο ... βαρέλια (σιδερένια και πλαστικά). Εναντι Αγ. Ραφ. Τσισπούς. Τηλ. Αερροπορικό 286-311. Πληροφ. 28-7-1981 μέχρι 7 μ.μ. και 9-1 Πρωί. Πληροφ. τηλ. 285970—285-312 xyxy=(918,1172,1082,1244)
ad-reference: (Π728) 1—10 xyxy=(1198,720,1252,729)
ad-reference: (Ζ92) 1—4 xyxy=(158,340,201,349)
classified-ad: ΖΗΤΕΙΤΑΙ προς αγορά αυτοκίνητο Μεσσίσ Μπλακ —Ιπομπ Τηλ. 283639 πρωινές ώρες. xyxy=(389,349,553,379)
subaru-feature: ● ΕΧΕΙ μπροστά μηχανή και κίνηση. xyxy=(768,1869,1242,1886)
classified-ad: ΑΠΟΦΟΙΤΟΣ Σχολής Τεχνολόγων Μηχανικών παραδίδει μαθήματα: Έκθεση, Ορθογραφία Μαθηματικά σε μαθητές Δημοτικού και Γυμνασίου. Τηλέφ. 221288. xyxy=(565,424,729,475)
fotinaki-title: ΠΩΛΟΥΝΤΑΙ ΔΙΑΜΕΡΙΣΜΑΤΑ xyxy=(92,1625,321,1642)
ad-reference: (Π573) 1—5 xyxy=(1203,408,1252,418)
classified-ad: ΖΗΤΕΙΤΑΙ κοπέλα να εργαστεί εις BAR WOMAN (Μπαρ γουμαν) εν Ξενοδοχείο... Καφετέρια πολυτελείας. Τηλ. 243418—220757. xyxy=(213,260,377,301)
ad-reference: (Δ861) 1—10 xyxy=(500,1220,553,1229)
ad-reference: (Ε165) 1—6 xyxy=(681,1524,729,1533)
classified-ad: ΖΗΤΕΙΤΑΙ πωλήτρια γλώσσα μαθής για τουριστικό κατάστημα. Τηλ. 282549 xyxy=(213,495,377,526)
ad-heading: ΕΥΚΑΙΡΙΑ xyxy=(798,839,849,850)
classified-ad: ΕΝΟΙΚΙΑΖΕΤΑΙ βιοτεχνία δε φρπέμενοι τουριστικών κόλων με τα ολόγυρα για τα εμπορικά και χαντήματα Πληροφ. τηλ. 289964 και φρέμενα από 3—8 μ.μ. xyxy=(742,281,906,332)
ad-reference: (Ε204) 1—5 xyxy=(681,1639,729,1648)
classified-ad: ΠΩΛΕΙΤΑΙ οικόπεδο 3 καινά σε 3 κατοικίες ή ελεύθερ περιοχή αριστα μέρος στο χωριό Ταμπακαριό. Τηλ. 280-1 Κρήτη Καζαντζάκη... Τηλ. 287451. xyxy=(918,848,1082,899)
classified-ad: ΠΩΛΟΥΝΤΑΙ δύο οικόπεδα 105 τ.μ. άρτια εντός σχεδίου, διώροφη 3 Κατοικία διάθεση με 3 Κατοικία διάθεση με 3 Κατοικία διάθεση εντός σχεδίου κατοικιών του Βορρά. Κτήμα Ηρακλείου Σερβέλη ΦΟΚ 3-12 πλησίον πλαι. Πληροφ. τηλ. 285287 xyxy=(918,1083,1082,1155)
ad-reference: (Π713) 1—5 xyxy=(1033,1248,1082,1258)
ad-reference: (Π763) 1—5 xyxy=(857,758,906,767)
